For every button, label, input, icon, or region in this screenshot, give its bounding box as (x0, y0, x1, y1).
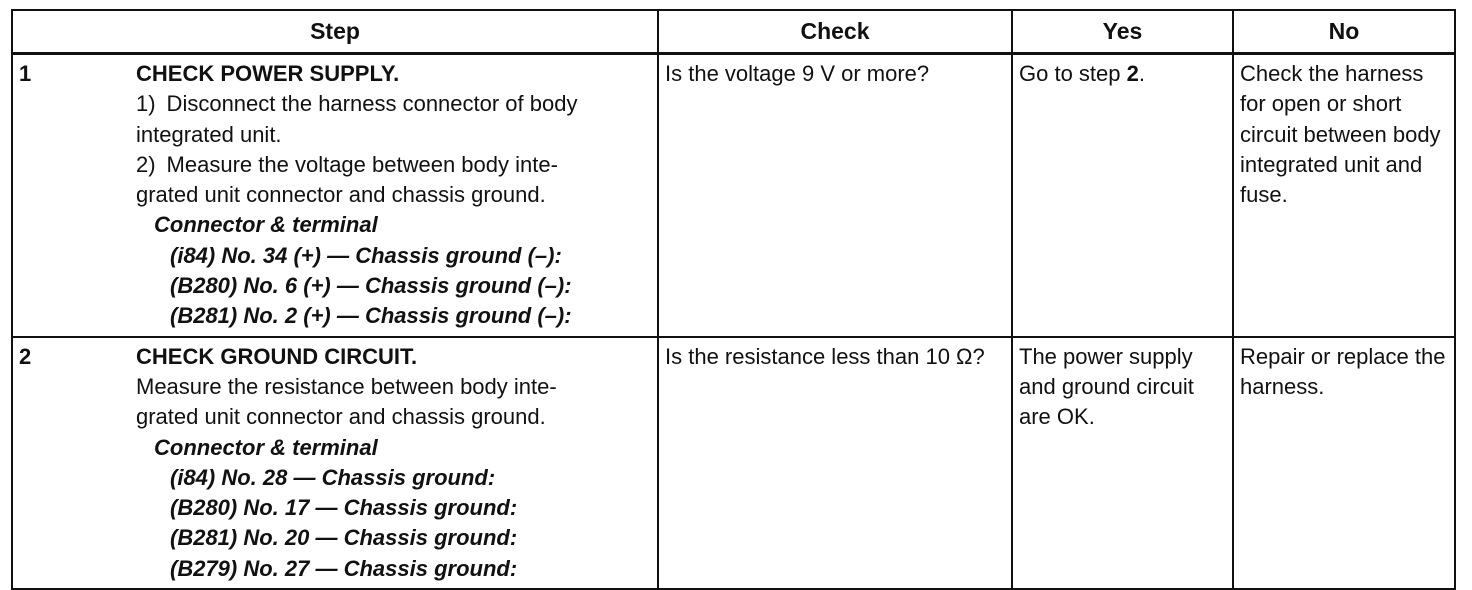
yes-period: . (1138, 61, 1145, 86)
yes-text: Go to step (1019, 61, 1127, 86)
connector-terminal: (i84) No. 34 (+) — Chassis ground (–): (170, 242, 562, 268)
connector-terminal: (B281) No. 2 (+) — Chassis ground (–): (170, 303, 572, 329)
instruction-line: 1) Disconnect the harness connector of body (136, 91, 578, 117)
no-cell: Check the harness for open or short circuit between body integrated unit and fuse. (1233, 54, 1455, 337)
yes-cell: The power supply and ground circuit are OK. (1012, 337, 1233, 589)
step-content (130, 337, 658, 589)
connector-terminal: (B280) No. 17 — Chassis ground: (170, 495, 518, 521)
table-row (12, 54, 1455, 337)
table-row (12, 337, 1455, 589)
header-yes: Yes (1012, 10, 1233, 54)
instruction-line: grated unit connector and chassis ground. (136, 182, 546, 208)
header-check: Check (658, 10, 1012, 54)
next-step-number: 2 (1126, 61, 1139, 86)
step-number: 2 (12, 337, 130, 589)
connector-terminal: (i84) No. 28 — Chassis ground: (170, 464, 496, 490)
step-content (130, 54, 658, 337)
connector-heading: Connector & terminal (154, 434, 378, 460)
connector-heading: Connector & terminal (154, 212, 378, 238)
yes-cell (1012, 54, 1233, 337)
check-cell: Is the voltage 9 V or more? (658, 54, 1012, 337)
no-cell: Repair or replace the harness. (1233, 337, 1455, 589)
header-no: No (1233, 10, 1455, 54)
step-number: 1 (12, 54, 130, 337)
diagnostic-table (11, 9, 1456, 590)
instruction-line: 2) Measure the voltage between body inte- (136, 151, 558, 177)
check-cell: Is the resistance less than 10 Ω? (658, 337, 1012, 589)
instruction-line: Measure the resistance between body inte- (136, 373, 557, 399)
step-title: CHECK GROUND CIRCUIT. (136, 343, 418, 369)
header-row (12, 10, 1455, 54)
header-step: Step (12, 10, 658, 54)
instruction-line: grated unit connector and chassis ground. (136, 404, 546, 430)
instruction-line: integrated unit. (136, 121, 282, 147)
connector-terminal: (B280) No. 6 (+) — Chassis ground (–): (170, 273, 572, 299)
connector-terminal: (B279) No. 27 — Chassis ground: (170, 555, 518, 581)
connector-terminal: (B281) No. 20 — Chassis ground: (170, 525, 518, 551)
step-title: CHECK POWER SUPPLY. (136, 61, 400, 86)
